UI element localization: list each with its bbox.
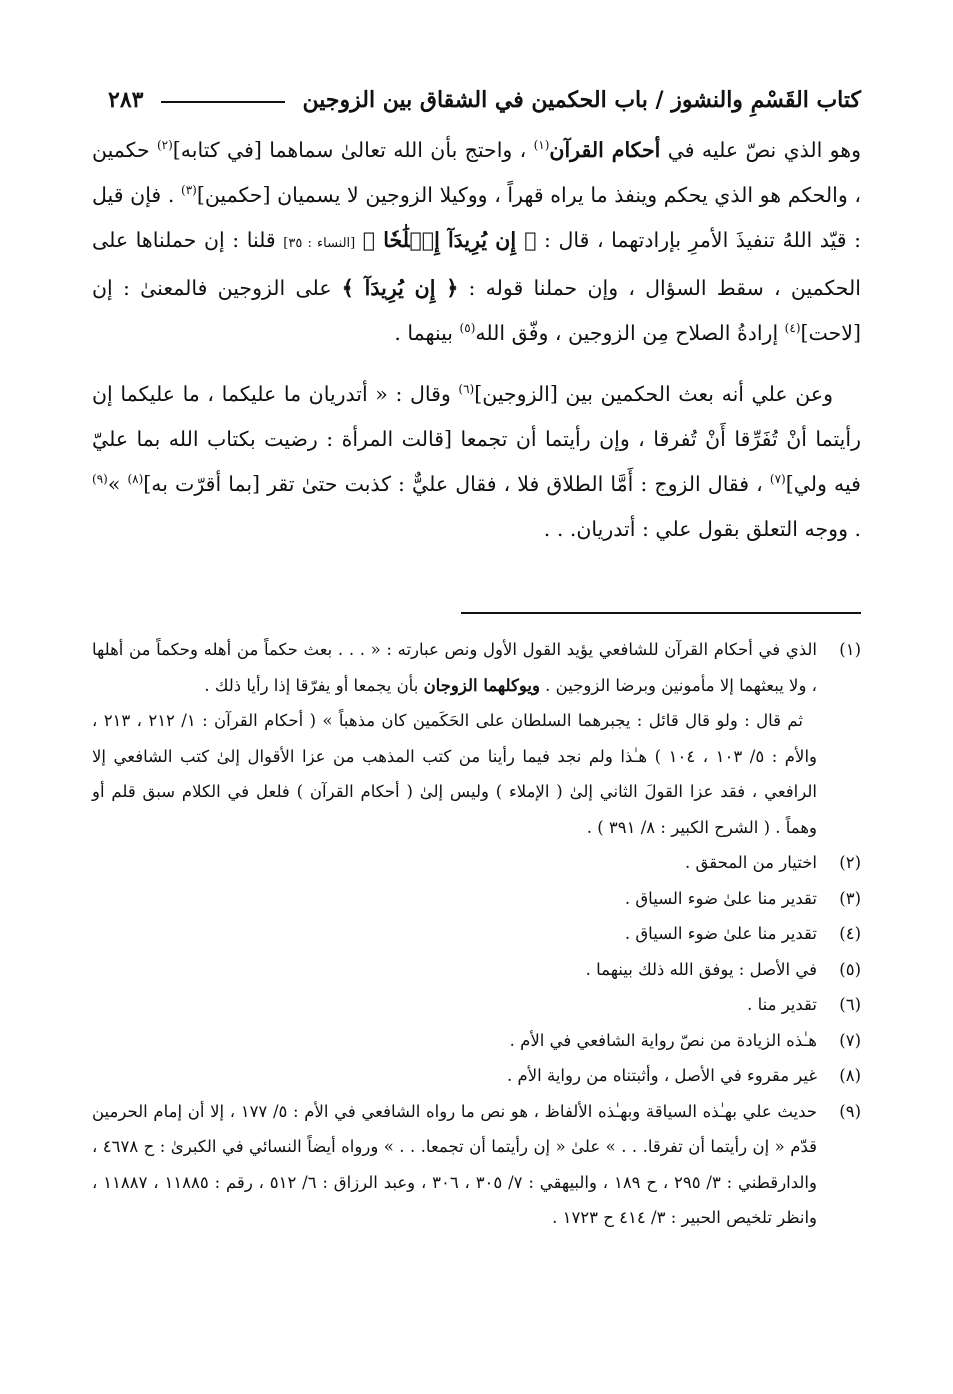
header-rule [161,101,284,103]
footnote [92,916,861,952]
footnote-number: (٩) [839,1101,861,1121]
footnote-text [92,632,817,845]
text-span: ، واحتج بأن الله تعالىٰ سماهما [في كتابه] [172,138,534,162]
page-number: ٢٨٣ [108,87,144,113]
footnote-marker-5: (٥) [459,321,476,336]
footnote-text: اختيار من المحقق . [684,853,817,872]
footnote-marker-7: (٧) [769,472,786,487]
running-title: كتاب القَسْمِ والنشوز / باب الحكمين في الشقاق بين الزوجين [302,87,861,113]
text-span: على الزوجين فالمعنىٰ : إن [لاحت] [92,276,861,345]
footnote-marker-2: (٢) [156,138,173,153]
footnote-number: (٦) [839,995,861,1014]
footnote-marker-6: (٦) [458,382,475,397]
footnote-text: هـٰذه الزيادة من نصّ رواية الشافعي في الأم . [509,1030,817,1050]
footnote [92,952,861,988]
footnote [92,881,861,917]
footnote-marker-9: (٩) [92,472,108,487]
footnote-continuation: ثم قال : ولو قال قائل : يجبرهما السلطان على الحَكَمين كان مذهباً » ( أحكام القرآن : ١/ ٢١٢ ، ٢١٣ ، والأم : ٥/ ١٠٣ ، ١٠٤ ) هـٰذا ولم نجد فيما رأينا من كتب المذهب من عزا الأقوال إلىٰ كتب الشافعي إلا الرافعي ، فقد عزا القولَ الثاني إلىٰ ( الإملاء ) وليس إلىٰ ( أحكام القرآن ) فلعل في الكلام سبق قلم أو وهماً . ( الشرح الكبير : ٨/ ٣٩١ ) . [92,711,817,837]
text-span: قلنا : إن حملناها على الحكمين ، سقط السؤال ، وإن حملنا قوله : [92,228,861,300]
footnote-number: (١) [839,640,861,659]
footnote-text: تقدير منا . [747,995,817,1014]
page-header [108,78,861,122]
footnote [92,1094,861,1236]
footnote-number: (٧) [839,1030,861,1050]
footnote-separator [461,612,861,614]
text-span: ، فقال الزوج : أَمَّا الطلاق فلا ، فقال عليٌّ : كذبت حتىٰ تقر [بما أقرّت به] [143,472,770,496]
main-text [92,128,861,552]
footnotes [92,632,861,1236]
text-span: بينهما . [394,321,460,345]
footnote-marker-4: (٤) [784,321,801,336]
footnote [92,845,861,881]
footnote-number: (٢) [839,853,861,872]
footnote-number: (٣) [839,888,861,908]
text-span: وهو الذي نصّ عليه في [660,138,861,162]
book-title: أحكام القرآن [549,138,661,162]
footnote-text: تقدير منا علىٰ ضوء السياق . [624,888,817,908]
footnote [92,1023,861,1059]
footnote [92,1058,861,1094]
footnote-number: (٨) [839,1066,861,1085]
footnote-number: (٤) [839,924,861,943]
footnote [92,632,861,845]
text-span: . فإن قيل : قيّد اللهُ تنفيذَ الأمرِ بإرادتهما ، قال : [92,183,861,252]
quran-verse: ﴿ إِن يُرِيدَآ ﴾ [341,276,459,300]
text-span: وعن علي أنه بعث الحكمين بين [الزوجين] [474,382,833,406]
footnote-marker-1: (١) [533,138,550,153]
text-span: وقال : « أتدريان ما عليكما ، ما عليكما إن رأيتما أنْ تُفَرِّقا أَنْ تُفرقا ، وإن رأيتما أن تجمعا [قالت المرأة : رضيت بكتاب الله بما عليّ فيه ولي] [92,382,861,496]
quran-verse: ﴿ إِن يُرِيدَآ إِصۡلَٰحٗا ﴾ [362,228,537,252]
footnote-marker-3: (٣) [181,183,197,198]
paragraph-2 [92,372,861,552]
footnote-text: تقدير منا علىٰ ضوء السياق . [624,924,817,943]
footnote-text: في الأصل : يوفق الله ذلك بينهما . [585,959,817,979]
bold-phrase: ويوكلهما الزوجان [423,675,540,695]
footnote-number: (٥) [839,959,861,979]
footnote-text: غير مقروء في الأصل ، وأثبتناه من رواية الأم . [507,1066,817,1085]
footnote-text: حديث علي بهـٰذه السياقة وبهـٰذه الألفاظ ، هو نص ما رواه الشافعي في الأم : ٥/ ١٧٧ ، إلا أن إمام الحرمين قدّم « إن رأيتما أن تفرقا. . . » علىٰ « إن رأيتما أن تجمعا. . . » ورواه أيضاً النسائي في الكبرىٰ : ح ٤٦٧٨ ، والدارقطني : ٣/ ٢٩٥ ، ح ١٨٩ ، والبيهقي : ٧/ ٣٠٥ ، ٣٠٦ ، وعبد الرزاق : ٦/ ٥١٢ ، رقم : ١١٨٨٥ ، ١١٨٨٧ ، وانظر تلخيص الحبير : ٣/ ٤١٤ ح ١٧٢٣ . [92,1101,818,1227]
text-span: الذي في أحكام القرآن للشافعي يؤيد القول الأول ونص عبارته : « . . . بعث حكماً من أهله وحكماً من أهلها ، ولا يبعثهما إلا مأمونين وبرضا الزوجين . [92,640,817,695]
text-span: . ووجه التعلق بقول علي : أتدريان. . . [543,517,861,541]
text-span: بأن يجمعا أو يفرّقا إذا رأيا ذلك . [204,675,424,695]
footnote [92,987,861,1023]
footnote-marker-8: (٨) [127,472,144,487]
paragraph-1 [92,128,861,356]
text-span: حكمين ، والحكم هو الذي يحكم وينفذ ما يراه قهراً ، ووكيلا الزوجين لا يسميان [حكمين] [92,138,861,207]
text-span: إرادةُ الصلاح مِن الزوجين ، وفّق الله [475,321,785,345]
text-span: » [107,472,128,496]
verse-reference: [النساء : ٣٥] [283,236,356,251]
